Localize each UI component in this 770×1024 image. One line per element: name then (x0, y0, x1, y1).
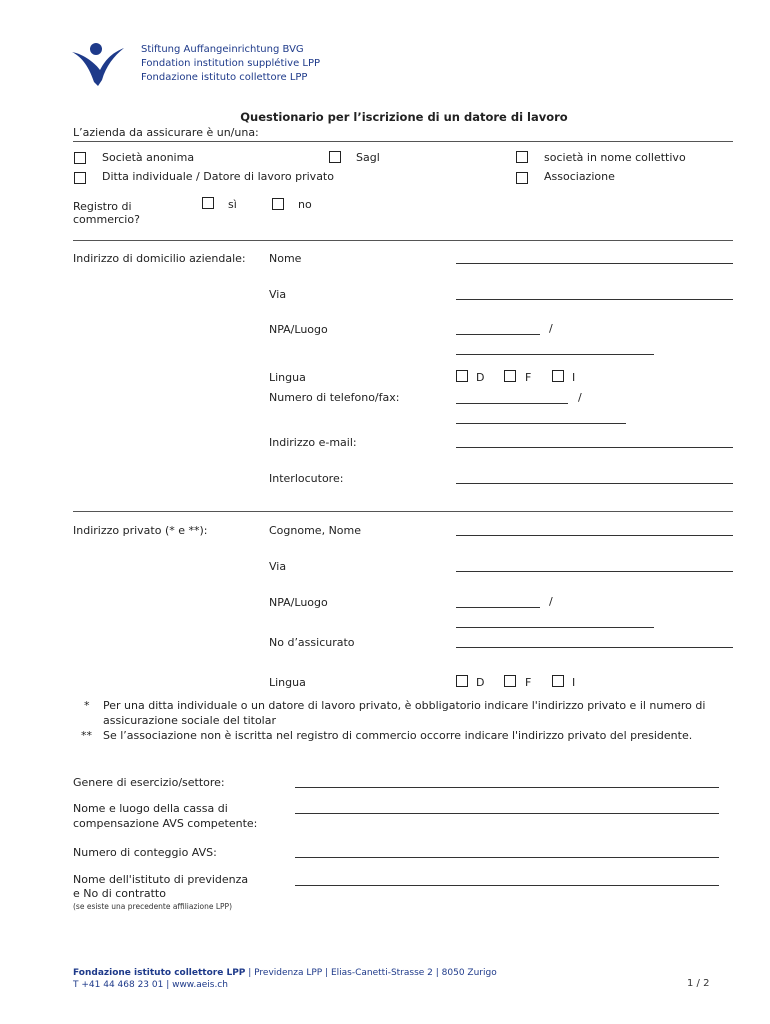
business-contact-field[interactable] (456, 483, 733, 484)
footer-rest: | Previdenza LPP | Elias-Canetti-Strasse 2 | 8050 Zurigo (245, 968, 497, 978)
label-avs-account: Numero di conteggio AVS: (73, 846, 217, 859)
note-2-mark: ** (81, 729, 92, 742)
checkbox-registry-yes[interactable] (202, 197, 214, 209)
company-question: L’azienda da assicurare è un/una: (73, 126, 259, 139)
label-registry-no: no (298, 198, 312, 211)
label-private-language: Lingua (269, 676, 306, 689)
private-name-field[interactable] (456, 535, 733, 536)
checkbox-business-lang-i[interactable] (552, 370, 564, 382)
label-lang-f: F (525, 676, 532, 689)
logo-line-de: Stiftung Auffangeinrichtung BVG (141, 44, 304, 55)
logo-text (141, 43, 320, 85)
slash: / (578, 391, 582, 404)
label-pension-2: e No di contratto (73, 887, 166, 900)
logo-line-it: Fondazione istituto collettore LPP (141, 72, 308, 83)
label-lang-f: F (525, 371, 532, 384)
label-pension-1: Nome dell'istituto di previdenza (73, 873, 249, 886)
private-street-field[interactable] (456, 571, 733, 572)
label-lang-i: I (572, 371, 576, 384)
logo-head (90, 43, 102, 55)
business-name-field[interactable] (456, 263, 733, 264)
business-address-label: Indirizzo di domicilio aziendale: (73, 252, 246, 265)
business-city-field[interactable] (456, 354, 654, 355)
label-association: Associazione (544, 170, 615, 183)
avs-fund-field[interactable] (295, 813, 719, 814)
checkbox-registry-no[interactable] (272, 198, 284, 210)
note-2-text: Se l’associazione non è iscritta nel registro di commercio occorre indicare l'indirizzo privato del presidente. (103, 729, 693, 742)
label-business-language: Lingua (269, 371, 306, 384)
checkbox-business-lang-d[interactable] (456, 370, 468, 382)
registry-label-1: Registro di (73, 200, 132, 213)
footer-org: Fondazione istituto collettore LPP (73, 968, 246, 978)
note-1-line-2: assicurazione sociale del titolar (103, 714, 276, 727)
business-fax-field[interactable] (456, 423, 626, 424)
label-lang-i: I (572, 676, 576, 689)
business-type-field[interactable] (295, 787, 719, 788)
label-business-phone-fax: Numero di telefono/fax: (269, 391, 400, 404)
business-street-field[interactable] (456, 299, 733, 300)
business-phone-field[interactable] (456, 403, 568, 404)
divider (73, 511, 733, 512)
slash: / (549, 322, 553, 335)
note-1-mark: * (84, 699, 90, 712)
checkbox-sa[interactable] (74, 152, 86, 164)
pension-field[interactable] (295, 885, 719, 886)
checkbox-individual[interactable] (74, 172, 86, 184)
footer-address (73, 968, 497, 978)
footer-contact: T +41 44 468 23 01 | www.aeis.ch (73, 980, 228, 990)
label-private-street: Via (269, 560, 287, 573)
label-lang-d: D (476, 676, 485, 689)
label-business-type: Genere di esercizio/settore: (73, 776, 225, 789)
divider (73, 141, 733, 142)
checkbox-private-lang-f[interactable] (504, 675, 516, 687)
label-private-name: Cognome, Nome (269, 524, 362, 537)
label-snc: società in nome collettivo (544, 151, 686, 164)
label-business-email: Indirizzo e-mail: (269, 436, 357, 449)
label-avs-fund-2: compensazione AVS competente: (73, 817, 258, 830)
private-zip-field[interactable] (456, 607, 540, 608)
checkbox-private-lang-d[interactable] (456, 675, 468, 687)
label-sa: Società anonima (102, 151, 195, 164)
private-city-field[interactable] (456, 627, 654, 628)
label-sagl: Sagl (356, 151, 380, 164)
label-insured-no: No d’assicurato (269, 636, 355, 649)
registry-label-2: commercio? (73, 213, 140, 226)
checkbox-snc[interactable] (516, 151, 528, 163)
form-title: Questionario per l’iscrizione di un datore di lavoro (240, 110, 568, 124)
logo-line-fr: Fondation institution supplétive LPP (141, 58, 321, 69)
note-1-line-1: Per una ditta individuale o un datore di lavoro privato, è obbligatorio indicare l'indirizzo privato e il numero di (103, 699, 706, 712)
business-zip-field[interactable] (456, 334, 540, 335)
label-lang-d: D (476, 371, 485, 384)
label-business-name: Nome (269, 252, 302, 265)
checkbox-association[interactable] (516, 172, 528, 184)
label-private-zip-city: NPA/Luogo (269, 596, 328, 609)
foundation-logo (70, 42, 126, 90)
label-business-zip-city: NPA/Luogo (269, 323, 328, 336)
label-business-contact: Interlocutore: (269, 472, 344, 485)
business-email-field[interactable] (456, 447, 733, 448)
checkbox-sagl[interactable] (329, 151, 341, 163)
insured-no-field[interactable] (456, 647, 733, 648)
label-avs-fund-1: Nome e luogo della cassa di (73, 802, 228, 815)
page-number: 1 / 2 (687, 978, 710, 989)
divider (73, 240, 733, 241)
label-registry-yes: sì (228, 198, 237, 211)
label-individual: Ditta individuale / Datore di lavoro privato (102, 170, 334, 183)
label-business-street: Via (269, 288, 287, 301)
slash: / (549, 595, 553, 608)
avs-account-field[interactable] (295, 857, 719, 858)
private-address-label: Indirizzo privato (* e **): (73, 524, 208, 537)
checkbox-business-lang-f[interactable] (504, 370, 516, 382)
pension-note: (se esiste una precedente affiliazione LPP) (73, 902, 232, 911)
checkbox-private-lang-i[interactable] (552, 675, 564, 687)
